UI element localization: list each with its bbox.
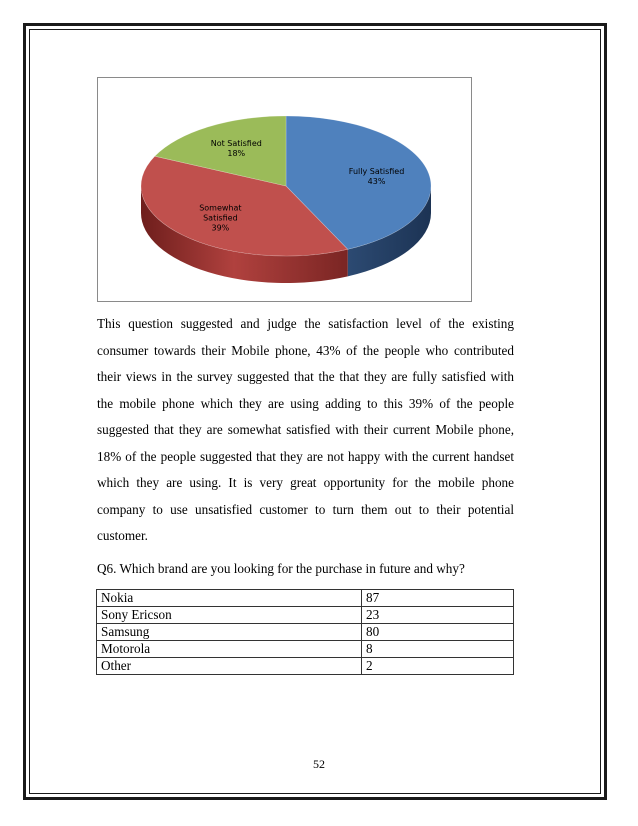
- table-row: [97, 624, 514, 641]
- table-row: [97, 607, 514, 624]
- pie-label-somewhat-satisfied: Somewhat Satisfied 39%: [199, 203, 242, 233]
- page-number: 52: [313, 757, 325, 771]
- table-row: [97, 658, 514, 675]
- body-paragraph: This question suggested and judge the satisfaction level of the existing consumer towards their Mobile phone, 43% of the people who contributed their views in the survey suggested that the that they are fully satisfied with the mobile phone which they are using adding to this 39% of the people suggested that they are somewhat satisfied with their current Mobile phone, 18% of the people suggested that they are not happy with the current handset which they are using. It is very great opportunity for the mobile phone company to use unsatisfied customer to turn them out to their potential customer.: [97, 316, 514, 543]
- brand-name-cell: Motorola: [97, 641, 362, 658]
- brand-count-cell: 80: [362, 624, 514, 641]
- pie-label-not-satisfied: Not Satisfied 18%: [210, 139, 262, 159]
- question-heading: Q6. Which brand are you looking for the purchase in future and why?: [97, 561, 465, 576]
- brand-count-cell: 23: [362, 607, 514, 624]
- table-row: [97, 590, 514, 607]
- brand-name-cell: Samsung: [97, 624, 362, 641]
- pie-chart-svg: [98, 78, 473, 303]
- brand-name-cell: Nokia: [97, 590, 362, 607]
- brand-name-cell: Other: [97, 658, 362, 675]
- brand-count-cell: 87: [362, 590, 514, 607]
- brand-count-cell: 8: [362, 641, 514, 658]
- pie-label-fully-satisfied: Fully Satisfied 43%: [348, 167, 405, 187]
- brand-table: [96, 589, 514, 675]
- pie-chart: [97, 77, 472, 302]
- brand-name-cell: Sony Ericson: [97, 607, 362, 624]
- table-row: [97, 641, 514, 658]
- brand-count-cell: 2: [362, 658, 514, 675]
